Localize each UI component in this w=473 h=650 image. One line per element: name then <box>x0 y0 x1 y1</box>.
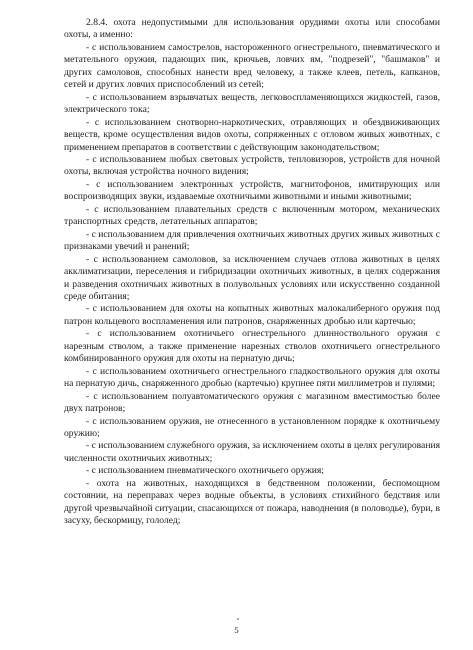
list-item: - с использованием любых световых устройств, тепловизоров, устройств для ночной охоты, включая устройства ночного видения; <box>64 153 440 178</box>
list-item: - с использованием для привлечения охотничьих животных других живых животных с признаками увечий и ранений; <box>64 228 440 253</box>
list-item: - с использованием охотничьего огнестрельного гладкоствольного оружия для охоты на пернатую дичь, снаряженного дробью (картечью) крупнее пяти миллиметров и пулями; <box>64 365 440 390</box>
document-body <box>64 17 440 528</box>
list-item: - с использованием оружия, не отнесенного в установленном порядке к охотничьему оружию; <box>64 415 440 439</box>
scan-speck <box>237 618 239 620</box>
page-number: 5 <box>234 625 239 635</box>
list-item: - с использованием служебного оружия, за исключением охоты в целях регулирования численности охотничьих животных; <box>64 440 440 464</box>
list-item: - с использованием самострелов, настороженного огнестрельного, пневматического и метательного оружия, падающих пик, крючьев, ловчих ям, "подрезей", "башмаков" и других самоловов, способных нанести вред человеку, а также клеев, петель, капканов, сетей и других ловчих приспособлений из сетей; <box>64 41 440 91</box>
list-item: - с использованием электронных устройств, магнитофонов, имитирующих или воспроизводящих звуки, издаваемые охотничьими животными и иными животными; <box>64 178 440 203</box>
list-item: - охота на животных, находящихся в бедственном положении, беспомощном состоянии, на переправах через водные объекты, в условиях стихийного бедствия или другой чрезвычайной ситуации, спасающихся от пожара, наводнения (в половодье), бури, в засуху, бескормицу, гололед; <box>64 477 440 527</box>
list-item: - с использованием взрывчатых веществ, легковоспламеняющихся жидкостей, газов, электрического тока; <box>64 91 440 116</box>
list-item: - с использованием охотничьего огнестрельного длинноствольного оружия с нарезным стволом, а также применение нарезных стволов охотничьего огнестрельного комбинированного оружия для охоты на пернатую дичь; <box>64 328 440 365</box>
list-item: - с использованием самоловов, за исключением случаев отлова животных в целях акклиматизации, переселения и гибридизации охотничьих животных, в целях содержания и разведения охотничьих животных в полувольных условиях или искусственно созданной среде обитания; <box>64 253 440 302</box>
list-item: - с использованием полуавтоматического оружия с магазином вместимостью более двух патронов; <box>64 390 440 415</box>
list-item: - с использованием снотворно-наркотических, отравляющих и обездвиживающих веществ, кроме осуществления видов охоты, сопряженных с отловом живых животных, с применением препаратов в соответствии с действующим законодательством; <box>64 116 440 153</box>
list-item: - с использованием пневматического охотничьего оружия; <box>86 465 324 477</box>
list-item: - с использованием плавательных средств с включенным мотором, механических транспортных средств, летательных аппаратов; <box>64 203 440 228</box>
list-item: - с использованием для охоты на копытных животных малокалиберного оружия под патрон кольцевого воспламенения или патронов, снаряженных дробью или картечью; <box>64 303 440 327</box>
section-heading-paragraph: 2.8.4. охота недопустимыми для использования орудиями охоты или способами охоты, а именно: <box>64 17 440 41</box>
